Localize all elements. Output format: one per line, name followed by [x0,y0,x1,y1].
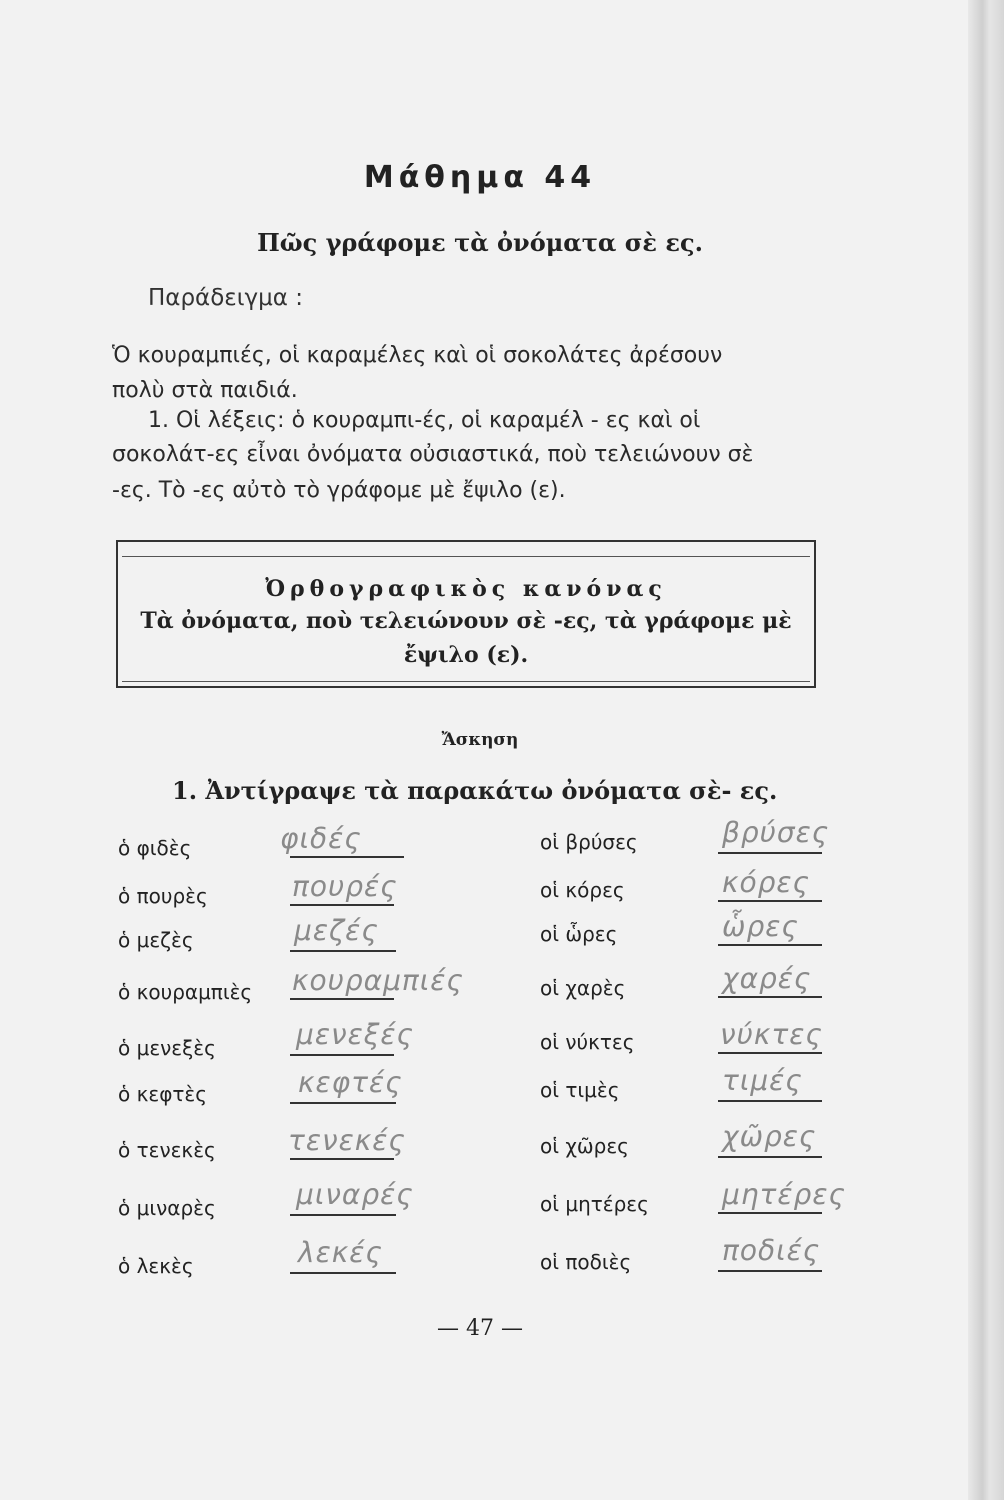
rule-title: Ὀρθογραφικὸς κανόνας [265,576,667,602]
handwritten-answer: μητέρες [722,1178,846,1211]
handwritten-answer: μιναρές [296,1178,414,1211]
handwritten-answer: τιμές [722,1064,803,1097]
handwritten-answer: λεκές [298,1236,383,1269]
left-word: ὁ μιναρὲς [118,1196,216,1220]
right-word: οἱ χαρὲς [540,976,626,1000]
left-word: ὁ κουραμπιὲς [118,980,253,1004]
lesson-title: Μάθημα 44 [363,160,597,195]
handwritten-answer: μενεξές [296,1018,414,1051]
paragraph-line: 1. Οἱ λέξεις: ὁ κουραμπι-ές, οἱ καραμέλ - ες καὶ οἱ [148,408,701,433]
right-word: οἱ νύκτες [540,1030,635,1054]
handwritten-answer: βρύσες [722,816,830,849]
handwritten-answer: χῶρες [722,1120,817,1153]
left-word: ὁ λεκὲς [118,1254,194,1278]
handwritten-answer: κόρες [722,866,810,899]
handwritten-answer: κουραμπιές [292,964,464,997]
handwritten-answer: τενεκές [288,1124,406,1157]
lesson-subtitle: Πῶς γράφομε τὰ ὀνόματα σὲ ες. [257,228,703,257]
right-word: οἱ βρύσες [540,830,638,854]
left-word: ὁ μεζὲς [118,928,194,952]
left-word: ὁ τενεκὲς [118,1138,216,1162]
page-edge [968,0,1004,1500]
handwritten-answer: νύκτες [720,1018,823,1051]
handwritten-answer: μεζές [294,914,379,947]
paragraph-line: πολὺ στὰ παιδιά. [112,378,298,403]
handwritten-answer: πουρές [292,870,398,903]
handwritten-answer: ὧρες [722,910,799,943]
left-word: ὁ πουρὲς [118,884,208,908]
handwritten-answer: φιδές [280,822,362,855]
left-word: ὁ φιδὲς [118,836,192,860]
right-word: οἱ κόρες [540,878,625,902]
right-word: οἱ ποδιὲς [540,1250,632,1274]
rule-text-line: ἔψιλο (ε). [403,642,529,668]
right-word: οἱ χῶρες [540,1134,629,1158]
handwritten-answer: ποδιές [722,1234,821,1267]
page-number: — 47 — [437,1316,523,1341]
right-word: οἱ ὧρες [540,922,618,946]
handwritten-answer: κεφτές [298,1066,403,1099]
right-word: οἱ μητέρες [540,1192,649,1216]
paragraph-line: σοκολάτ-ες εἶναι ὀνόματα οὐσιαστικά, ποὺ τελειώνουν σὲ [112,442,754,467]
paragraph-line: Ὁ κουραμπιές, οἱ καραμέλες καὶ οἱ σοκολάτες ἀρέσουν [112,343,723,368]
paragraph-line: -ες. Τὸ -ες αὐτὸ τὸ γράφομε μὲ ἔψιλο (ε). [112,478,566,503]
left-word: ὁ κεφτὲς [118,1082,207,1106]
right-word: οἱ τιμὲς [540,1078,620,1102]
handwritten-answer: χαρές [722,962,812,995]
example-label: Παράδειγμα : [148,285,303,311]
exercise-instruction: 1. Ἀντίγραψε τὰ παρακάτω ὀνόματα σὲ- ες. [172,776,778,805]
left-word: ὁ μενεξὲς [118,1036,216,1060]
exercise-label: Ἄσκηση [441,730,519,750]
rule-text-line: Τὰ ὀνόματα, ποὺ τελειώνουν σὲ -ες, τὰ γράφομε μὲ [140,608,792,634]
